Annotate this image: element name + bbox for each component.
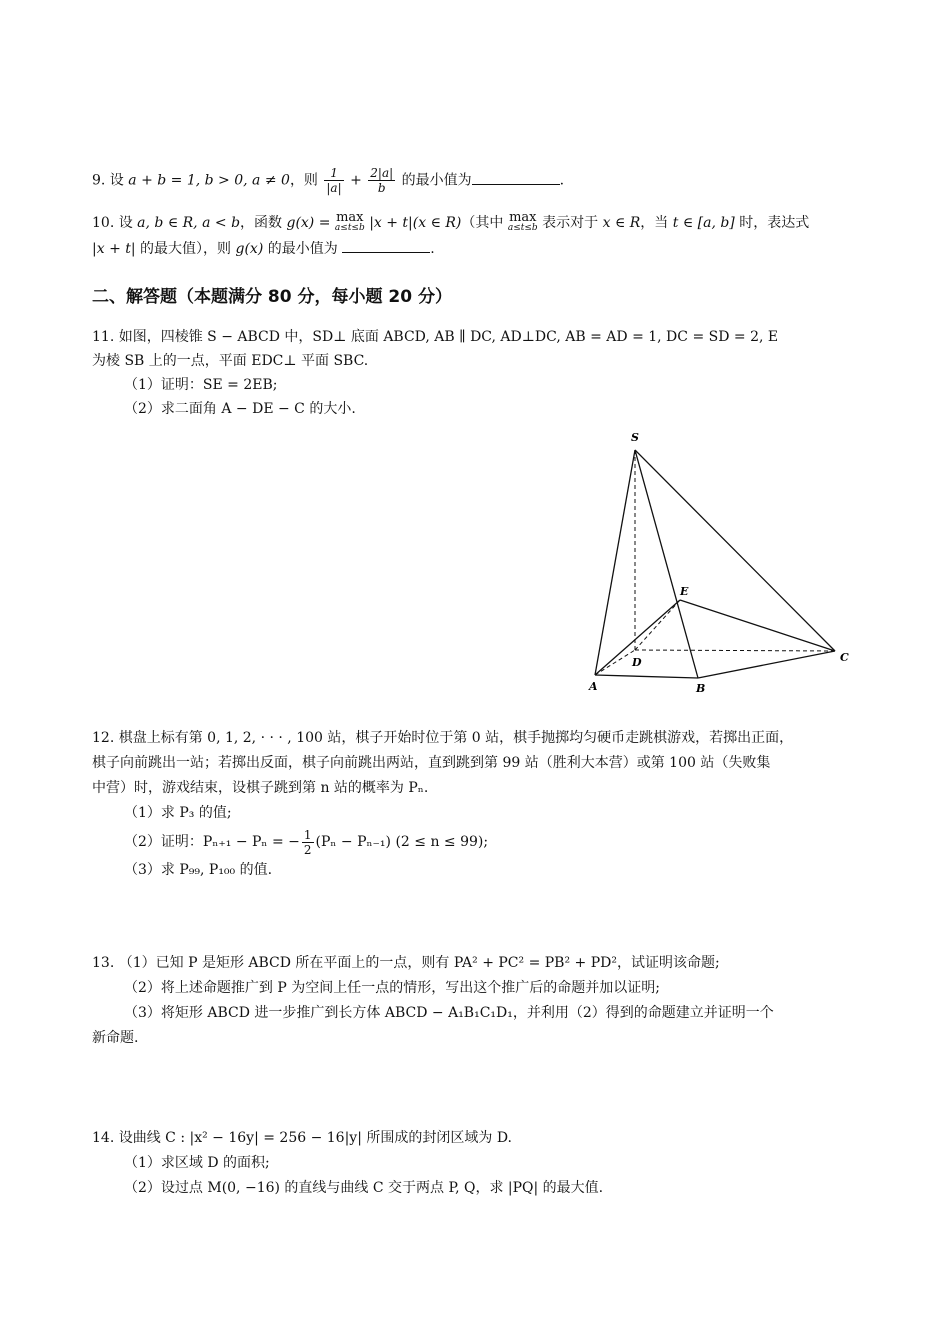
question-13	[92, 951, 862, 1051]
question-10	[92, 210, 862, 262]
q11-part2: （2）求二面角 A − DE − C 的大小.	[124, 401, 356, 417]
q9-fraction-1: $\frac{1}{|a|}$	[326, 166, 342, 195]
q10-lead: 10. 设	[92, 215, 133, 231]
edge-EC	[680, 600, 835, 651]
label-D: D	[632, 656, 642, 669]
q12-part1: （1）求 P₃ 的值;	[124, 805, 232, 821]
q10-paren: （其中	[461, 215, 504, 231]
q14-line1: 14. 设曲线 C : |x² − 16y| = 256 − 16|y| 所围成的封闭区域为 D.	[92, 1130, 513, 1146]
q10-mid: ，函数	[240, 215, 283, 231]
q10-function: g(x) =	[286, 215, 331, 231]
q10-line2c: 的最小值为	[267, 241, 338, 257]
q13-part3-cont: 新命题.	[92, 1030, 139, 1046]
pyramid-figure	[580, 425, 860, 700]
q14-part1: （1）求区域 D 的面积;	[124, 1155, 270, 1171]
question-9	[92, 166, 862, 195]
edge-AB	[595, 675, 698, 678]
edge-SA	[595, 450, 635, 675]
q10-line2b: 的最大值），则	[140, 241, 232, 257]
q11-line2: 为棱 SB 上的一点，平面 EDC⊥ 平面 SBC.	[92, 353, 369, 369]
q10-x-real: x ∈ R	[602, 215, 641, 231]
q12-part2-tail: (Pₙ − Pₙ₋₁) (2 ≤ n ≤ 99);	[315, 834, 489, 850]
question-12	[92, 726, 862, 883]
q13-part2: （2）将上述命题推广到 P 为空间上任一点的情形，写出这个推广后的命题并加以证明;	[124, 980, 660, 996]
q9-condition: a + b = 1, b > 0, a ≠ 0	[128, 172, 290, 189]
q10-max-operator-2: max a≤t≤b	[507, 210, 538, 233]
label-S: S	[631, 431, 639, 444]
question-11	[92, 325, 862, 421]
q9-end: .	[559, 172, 565, 189]
q10-gx: g(x)	[235, 241, 264, 257]
q10-t-interval: t ∈ [a, b]	[672, 215, 735, 231]
label-E: E	[680, 585, 689, 598]
edge-DE-hidden	[635, 600, 680, 650]
edge-BC	[698, 651, 835, 678]
q9-tail: 的最小值为	[401, 172, 472, 189]
q13-part3: （3）将矩形 ABCD 进一步推广到长方体 ABCD − A₁B₁C₁D₁，并利用（2）得到的命题建立并证明一个	[124, 1005, 774, 1021]
q12-line1: 12. 棋盘上标有第 0, 1, 2, · · · , 100 站，棋子开始时位于第 0 站，棋手抛掷均匀硬币走跳棋游戏，若掷出正面，	[92, 730, 794, 746]
label-C: C	[840, 651, 849, 664]
q13-line1: 13. （1）已知 P 是矩形 ABCD 所在平面上的一点，则有 PA² + PC² = PB² + PD²，试证明该命题;	[92, 955, 720, 971]
q10-max-operator: max a≤t≤b	[334, 210, 365, 233]
q12-part2	[92, 826, 862, 858]
q11-part1: （1）证明：SE = 2EB;	[124, 377, 278, 393]
question-14	[92, 1126, 862, 1201]
q10-answer-blank[interactable]	[342, 240, 430, 253]
q9-fraction-2: $\frac{2|a|}{b}$	[370, 166, 394, 195]
q9-plus: +	[350, 172, 362, 189]
q12-line2: 棋子向前跳出一站；若掷出反面，棋子向前跳出两站，直到跳到第 99 站（胜利大本营）或第 100 站（失败集	[92, 755, 771, 771]
q12-half-fraction: $\frac{1}{2}$	[303, 827, 312, 857]
edge-AD-hidden	[595, 650, 635, 675]
q9-answer-blank[interactable]	[472, 172, 560, 185]
q12-line3: 中营）时，游戏结束，设棋子跳到第 n 站的概率为 Pₙ.	[92, 780, 429, 796]
q10-abs: |x + t|	[92, 241, 136, 257]
label-B: B	[696, 682, 706, 695]
q12-part3: （3）求 P₉₉, P₁₀₀ 的值.	[124, 862, 273, 878]
q10-when: ，当	[640, 215, 669, 231]
q10-end: .	[430, 241, 435, 257]
edge-SC	[635, 450, 835, 651]
edge-SB	[635, 450, 698, 678]
q10-when2: 时，表达式	[739, 215, 810, 231]
q11-line1: 11. 如图，四棱锥 S − ABCD 中，SD⊥ 底面 ABCD, AB ∥ DC, AD⊥DC, AB = AD = 1, DC = SD = 2, E	[92, 329, 779, 345]
q10-expression: |x + t|(x ∈ R)	[369, 215, 462, 231]
edge-DC-hidden	[635, 650, 835, 651]
q12-part2-lead: （2）证明：Pₙ₊₁ − Pₙ = −	[124, 834, 300, 850]
q9-comma: ，则	[289, 172, 318, 189]
q14-part2: （2）设过点 M(0, −16) 的直线与曲线 C 交于两点 P, Q，求 |PQ| 的最大值.	[124, 1180, 604, 1196]
q9-lead: 9. 设	[92, 172, 124, 189]
section-heading: 二、解答题（本题满分 80 分，每小题 20 分）	[92, 287, 452, 307]
label-A: A	[589, 680, 598, 693]
q10-condition: a, b ∈ R, a < b	[137, 215, 241, 231]
q10-explain: 表示对于	[542, 215, 599, 231]
